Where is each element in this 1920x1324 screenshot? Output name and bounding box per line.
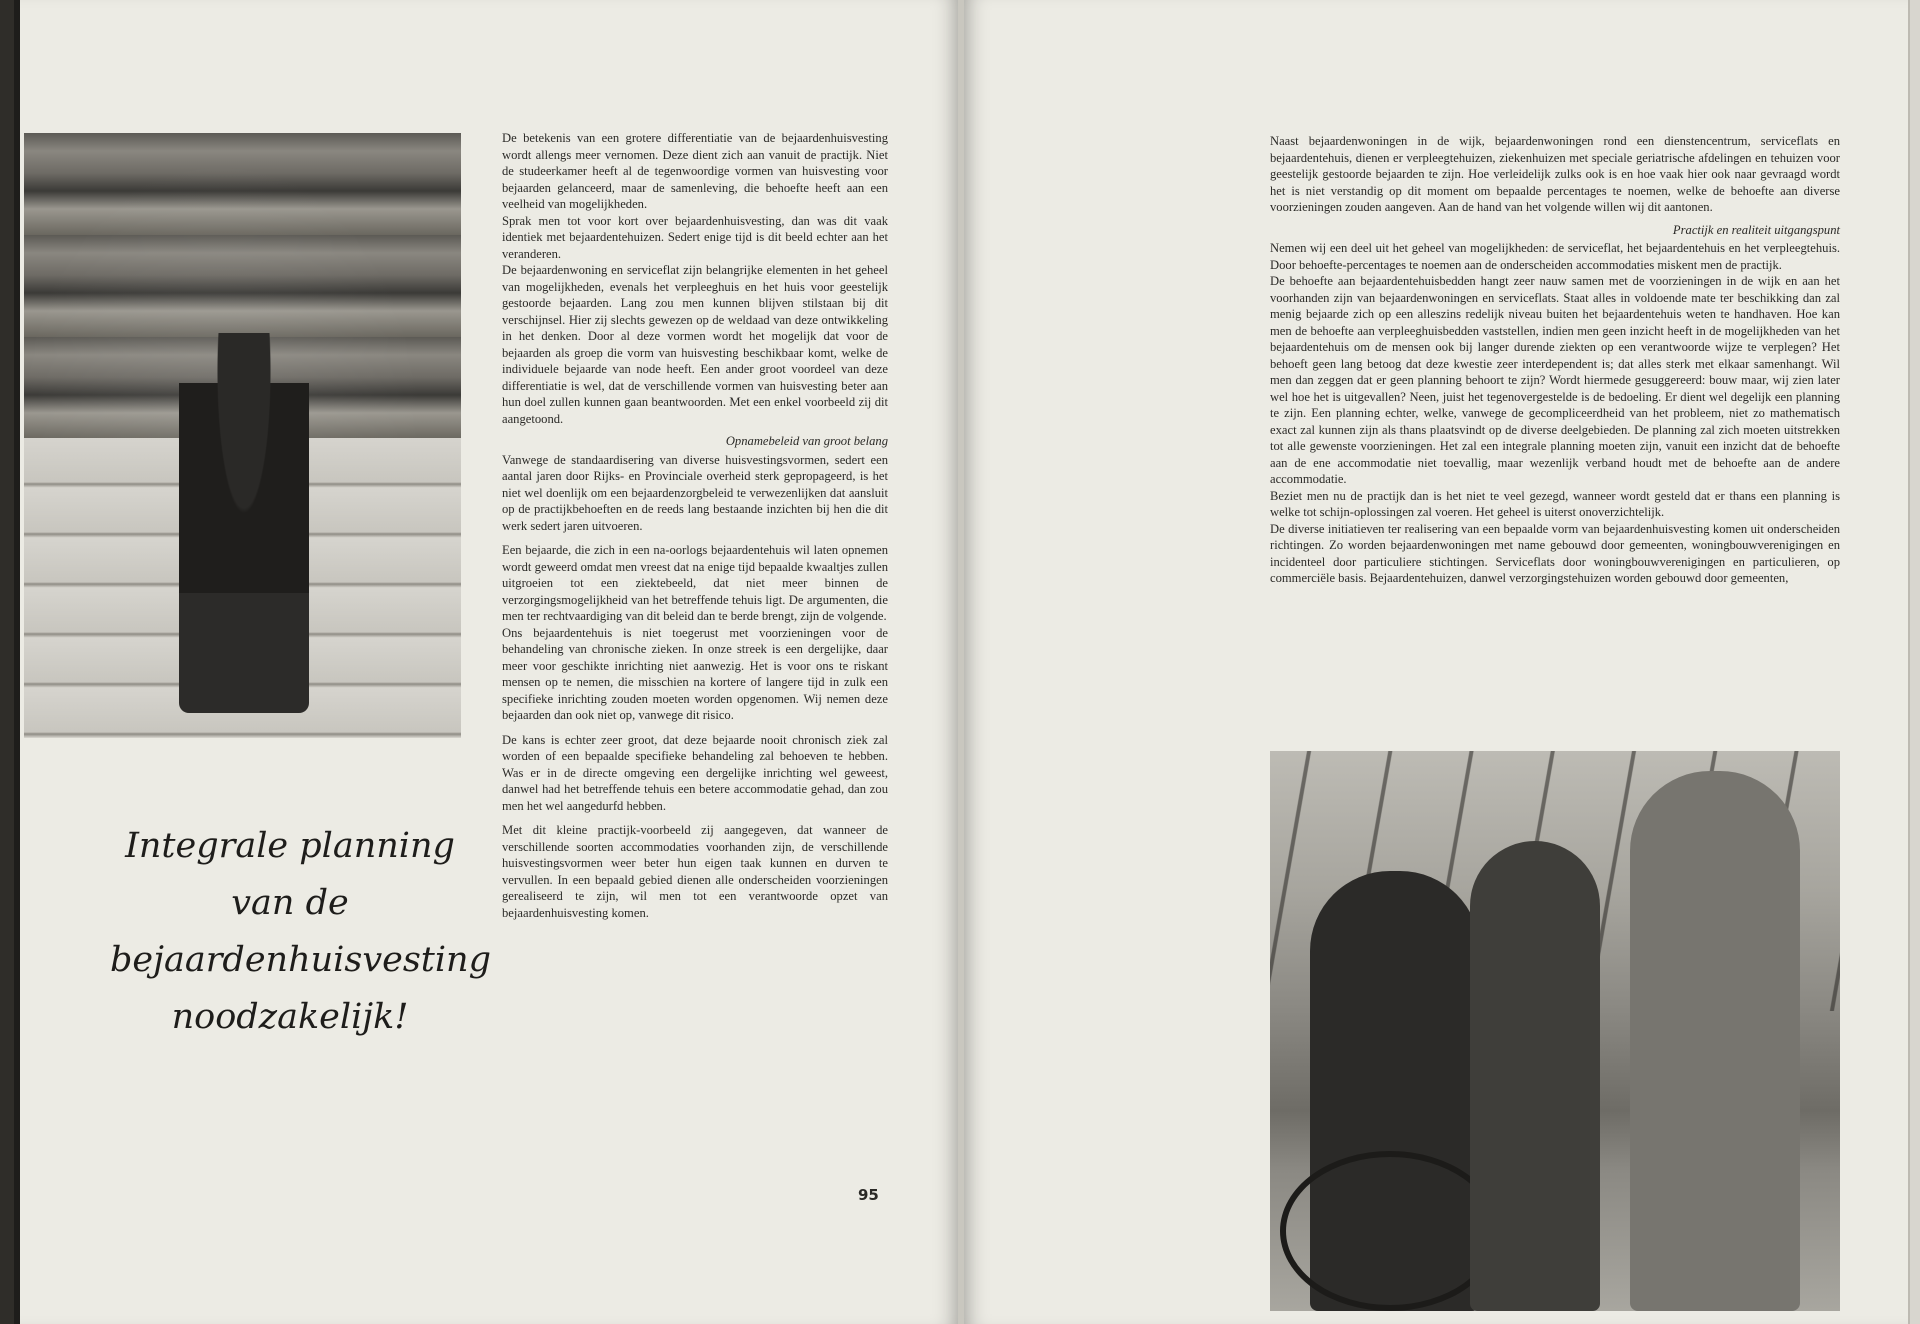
subheading: Practijk en realiteit uitgangspunt [1672,222,1840,237]
paragraph: De bejaardenwoning en serviceflat zijn belangrijke elementen in het geheel van mogelijkheden, evenals het verpleeghuis en het huis voor geestelijk gestoorde bejaarden. Lang zou men kunnen blijven stilstaan bij dit verschijnsel. Hier zij slechts gewezen op de weldaad van deze ontwikkeling in het denken. Door al deze vormen wordt het mogelijk dat voor de bejaarden als groep die vorm van huisvesting beschikbaar komt, welke de individuele bejaarde van node heeft. Een ander groot voordeel van deze differentiatie is wel, dat de verschillende vormen van huisvesting beter aan hun doel zullen kunnen gaan beantwoorden. Met een enkel voorbeeld zij dit aangetoond. [502,263,888,426]
left-page [20,0,958,1324]
photo-boy-standing [1470,841,1600,1311]
paragraph: Met dit kleine practijk-voorbeeld zij aangegeven, dat wanneer de verschillende soorten accommodaties voorhanden zijn, de verschillende huisvestingsvormen weer beter hun eigen taak kunnen en durven te vervullen. In een bepaald gebied dienen alle onderscheiden voorzieningen gerealiseerd te zijn, wil men tot een verantwoorde opzet van bejaardenhuisvesting komen. [502,823,888,920]
paragraph: Nemen wij een deel uit het geheel van mogelijkheden: de serviceflat, het bejaardentehuis en het verpleegtehuis. Door behoefte-percentages te noemen aan de onderscheiden accommodaties miskent men de practijk. [1270,241,1840,272]
photo-elderly-man [1630,771,1800,1311]
photo-bicycle-wheel [1280,1151,1500,1311]
paragraph: Beziet men nu de practijk dan is het niet te veel gezegd, wanneer wordt gesteld dat er thans een planning is welke tot schijn-oplossingen zal voeren. Het geheel is uiterst onoverzichtelijk. [1270,488,1840,519]
headline [110,818,491,1046]
paragraph: Naast bejaardenwoningen in de wijk, bejaardenwoningen rond een dienstencentrum, serviceflats en bejaardentehuis, dienen er verpleegtehuizen, ziekenhuizen met speciale geriatrische afdelingen en tehuizen voor geestelijk gestoorde bejaarden te zijn. Hoe verleidelijk zulks ook is en hoe vaak hier ook naar gevraagd wordt het is niet verstandig op dit moment om bepaalde percentages te noemen, welke de behoefte aan diverse voorzieningen zouden aangeven. Aan de hand van het volgende willen wij dit aantonen. [1270,134,1840,214]
paragraph: De kans is echter zeer groot, dat deze bejaarde nooit chronisch ziek zal worden of een bepaalde specifieke behandeling zal behoeven te hebben. Was er in de directe omgeving een dergelijke inrichting wel geweest, danwel had het betreffende tehuis een betere accommodatie gehad, dan zou men het wel aangedurfd hebben. [502,732,888,813]
subheading: Opnamebeleid van groot belang [725,434,888,448]
photo-man-on-steps [24,133,461,738]
paragraph: Een bejaarde, die zich in een na-oorlogs bejaardentehuis wil laten opnemen wordt geweerd omdat men vreest dat na enige tijd bepaalde kwaaltjes zullen uitgroeien tot een ziektebeeld, dat niet meer binnen de verzorgingsmogelijkheid van het betreffende tehuis ligt. De argumenten, die men ter rechtvaardiging van dit beleid dan te berde brengt, zijn de volgende. [502,543,888,623]
paragraph: Sprak men tot voor kort over bejaardenhuisvesting, dan was dit vaak identiek met bejaardentehuizen. Sedert enige tijd is dit beeld echter aan het veranderen. [502,213,888,261]
left-text-column [502,130,888,921]
paragraph: De diverse initiatieven ter realisering van een bepaalde vorm van bejaardenhuisvesting komen uit onderscheiden richtingen. Zo worden bejaardenwoningen met name gebouwd door gemeenten, woningbouwverenigingen en incidenteel door particuliere stichtingen. Serviceflats door woningbouwverenigingen en particulieren, op commerciële basis. Bejaardentehuizen, danwel verzorgingstehuizen worden gebouwd door gemeenten, [1270,521,1840,585]
page-number: 95 [858,1186,879,1204]
headline-line: Integrale planning [125,826,455,866]
headline-line: noodzakelijk! [171,997,409,1037]
paragraph: Vanwege de standaardisering van diverse huisvestingsvormen, sedert een aantal jaren door Rijks- en Provinciale overheid sterk gepropageerd, is het niet wel doenlijk om een bejaardenzorgbeleid te verwezenlijken dat aansluit op de practijkbehoeften en de reeds lang bestaande inzichten bij hen die dit werk sedert jaren uitvoeren. [502,452,888,533]
book-edge-right [1908,0,1920,1324]
headline-line: van de [231,883,349,923]
paragraph: De betekenis van een grotere differentiatie van de bejaardenhuisvesting wordt allengs meer vernomen. Deze dient zich aan vanuit de practijk. Niet de studeerkamer heeft al de tegenwoordige vormen van huisvesting voor bejaarden gelanceerd, maar de samenleving, die behoefte heeft aan een veelheid van mogelijkheden. [502,131,888,211]
headline-line: bejaardenhuisvesting [110,940,491,980]
right-text-column [1270,133,1840,587]
photo-seated-man [179,333,309,713]
paragraph: De behoefte aan bejaardentehuisbedden hangt zeer nauw samen met de voorzieningen in de wijk en aan het voorhanden zijn van bejaardenwoningen en serviceflats. Staat alles in voldoende mate ter beschikking dan zal menig bejaarde zich op een alleszins redelijk niveau buiten het bejaardentehuis weten te handhaven. Hoe kan men de behoefte aan verpleeghuisbedden vaststellen, indien men geen inzicht heeft in de mogelijkheden van het bejaardentehuis om de mensen ook bij langer durende ziekten op een verantwoorde wijze te verplegen? Het behoeft geen lang betoog dat deze kwestie zeer interdependent is; dat alles sterk met elkaar samenhangt. Wil men dan zeggen dat er geen planning behoort te zijn? Wordt hiermede gesuggereerd: bouw maar, wij zien later wel hoe het is uitgevallen? Neen, juist het tegenovergestelde is de bedoeling. Er dient wel degelijk een planning te zijn. Een planning echter, welke, vanwege de gecompliceerdheid van het probleem, niet zo mathematisch exact zal kunnen zijn als thans plaatsvindt op de diverse deelgebieden. De planning zal zich moeten uitstrekken tot alle gewenste voorzieningen. Het zal een integrale planning moeten zijn, vanuit een inzicht dat de behoefte aan de ene accommodatie niet toevallig, maar wezenlijk verband houdt met de behoefte aan de andere accommodatie. [1270,274,1840,486]
paragraph: Ons bejaardentehuis is niet toegerust met voorzieningen voor de behandeling van chronische zieken. In onze streek is een dergelijke, daar meer voor geschikte inrichting niet aanwezig. Het is voor ons te riskant mensen op te nemen, die misschien na kortere of langere tijd in zulk een specifieke inrichting zouden moeten worden opgenomen. Wij nemen deze bejaarden dan ook niet op, vanwege dit risico. [502,625,888,722]
photo-boys-and-elderly-man [1270,751,1840,1311]
right-page [964,0,1908,1324]
